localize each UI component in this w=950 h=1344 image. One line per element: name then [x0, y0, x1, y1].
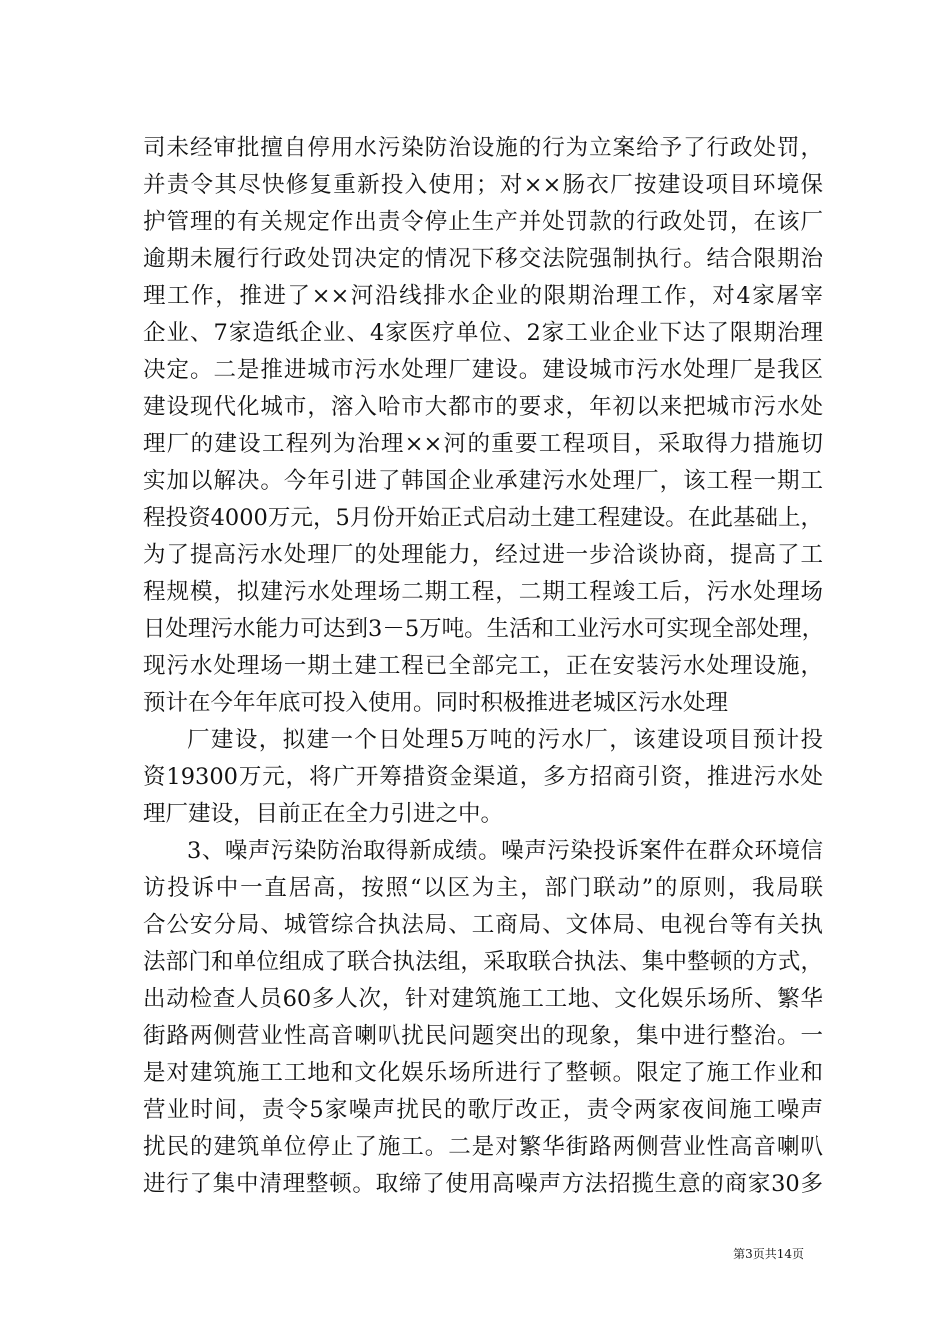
- text-line: 建设现代化城市，溶入哈市大都市的要求，年初以来把城市污水处: [143, 394, 823, 420]
- text-line: 并责令其尽快修复重新投入使用；对××肠衣厂按建设项目环境保: [143, 172, 823, 198]
- text-line: 理工作，推进了××河沿线排水企业的限期治理工作，对4家屠宰: [143, 283, 823, 309]
- text-line: 程投资4000万元，5月份开始正式启动土建工程建设。在此基础上，: [143, 505, 823, 531]
- text-line: 预计在今年年底可投入使用。同时积极推进老城区污水处理: [143, 690, 729, 716]
- page-number: 第3页共14页: [733, 1247, 804, 1261]
- text-line: 企业、7家造纸企业、4家医疗单位、2家工业企业下达了限期治理: [143, 320, 823, 346]
- text-line: 访投诉中一直居高，按照“以区为主，部门联动”的原则，我局联: [143, 875, 823, 901]
- text-line: 实加以解决。今年引进了韩国企业承建污水处理厂，该工程一期工: [143, 468, 823, 494]
- text-line: 逾期未履行行政处罚决定的情况下移交法院强制执行。结合限期治: [143, 246, 823, 272]
- paragraph-first-line: 厂建设，拟建一个日处理5万吨的污水厂，该建设项目预计投: [187, 727, 823, 753]
- text-line: 为了提高污水处理厂的处理能力，经过进一步洽谈协商，提高了工: [143, 542, 823, 568]
- text-line: 是对建筑施工工地和文化娱乐场所进行了整顿。限定了施工作业和: [143, 1060, 823, 1086]
- text-line: 街路两侧营业性高音喇叭扰民问题突出的现象，集中进行整治。一: [143, 1023, 823, 1049]
- text-line: 现污水处理场一期土建工程已全部完工，正在安装污水处理设施，: [143, 653, 823, 679]
- text-line: 护管理的有关规定作出责令停止生产并处罚款的行政处罚，在该厂: [143, 209, 823, 235]
- text-line: 合公安分局、城管综合执法局、工商局、文体局、电视台等有关执: [143, 912, 823, 938]
- text-line: 司未经审批擅自停用水污染防治设施的行为立案给予了行政处罚，: [143, 135, 823, 161]
- text-line: 法部门和单位组成了联合执法组，采取联合执法、集中整顿的方式，: [143, 949, 823, 975]
- text-line: 理厂的建设工程列为治理××河的重要工程项目，采取得力措施切: [143, 431, 823, 457]
- text-line: 出动检查人员60多人次，针对建筑施工工地、文化娱乐场所、繁华: [143, 986, 823, 1012]
- text-line: 进行了集中清理整顿。取缔了使用高噪声方法招揽生意的商家30多: [143, 1171, 823, 1197]
- text-line: 营业时间，责令5家噪声扰民的歌厅改正，责令两家夜间施工噪声: [143, 1097, 823, 1123]
- section-heading-line: 3、噪声污染防治取得新成绩。噪声污染投诉案件在群众环境信: [187, 838, 823, 864]
- text-line: 理厂建设，目前正在全力引进之中。: [143, 801, 504, 827]
- text-line: 扰民的建筑单位停止了施工。二是对繁华街路两侧营业性高音喇叭: [143, 1134, 823, 1160]
- text-line: 日处理污水能力可达到3－5万吨。生活和工业污水可实现全部处理，: [143, 616, 825, 642]
- text-line: 决定。二是推进城市污水处理厂建设。建设城市污水处理厂是我区: [143, 357, 823, 383]
- text-line: 程规模，拟建污水处理场二期工程，二期工程竣工后，污水处理场: [143, 579, 823, 605]
- text-line: 资19300万元，将广开筹措资金渠道，多方招商引资，推进污水处: [143, 764, 823, 790]
